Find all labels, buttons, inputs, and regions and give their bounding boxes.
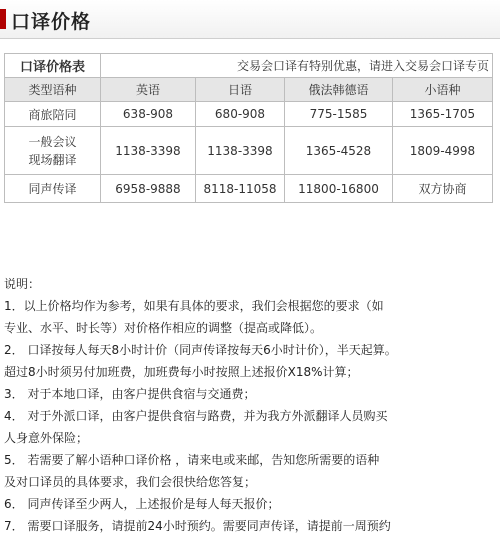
note-line: 7． 需要口译服务，请提前24小时预约。需要同声传译，请提前一周预约 — [4, 519, 391, 533]
note-line: 专业、水平、时长等）对价格作相应的调整（提高或降低）。 — [4, 321, 323, 335]
row-type: 同声传译 — [5, 175, 101, 203]
section-title: 口译价格 — [11, 11, 92, 33]
price-cell: 638-908 — [101, 102, 196, 127]
note-line: 5． 若需要了解小语种口译价格 ，请来电或来邮，告知您所需要的语种 — [4, 453, 380, 467]
price-cell: 775-1585 — [285, 102, 393, 127]
column-header: 小语种 — [393, 78, 493, 102]
section-header — [0, 0, 500, 39]
note-line: 3． 对于本地口译，由客户提供食宿与交通费； — [4, 387, 256, 401]
price-cell: 1809-4998 — [393, 127, 493, 175]
column-header: 类型语种 — [5, 78, 101, 102]
note-line: 6． 同声传译至少两人，上述报价是每人每天报价； — [4, 497, 280, 511]
note-line: 2． 口译按每人每天8小时计价（同声传译按每天6小时计价），半天起算。 — [4, 343, 397, 357]
notes-heading: 说明： — [4, 277, 41, 291]
price-cell: 1138-3398 — [196, 127, 285, 175]
price-cell: 680-908 — [196, 102, 285, 127]
table-name: 口译价格表 — [5, 54, 101, 78]
table-row — [5, 175, 493, 203]
note-line: 1．以上价格均作为参考，如果有具体的要求，我们会根据您的要求（如 — [4, 299, 384, 313]
row-type-line: 一般会议 — [28, 134, 77, 149]
price-table — [4, 53, 493, 203]
price-cell: 1365-4528 — [285, 127, 393, 175]
note-line: 人身意外保险； — [4, 431, 89, 445]
table-row — [5, 127, 493, 175]
promo-link[interactable]: 交易会口译有特别优惠，请进入交易会口译专页 — [101, 54, 493, 78]
note-line: 及对口译员的具体要求，我们会很快给您答复； — [4, 475, 257, 489]
price-cell: 6958-9888 — [101, 175, 196, 203]
header-accent-bar — [0, 9, 6, 29]
row-type-line: 现场翻译 — [28, 152, 77, 167]
price-cell: 8118-11058 — [196, 175, 285, 203]
price-cell: 双方协商 — [393, 175, 493, 203]
price-cell: 1365-1705 — [393, 102, 493, 127]
row-type — [5, 127, 101, 175]
row-type: 商旅陪同 — [5, 102, 101, 127]
notes-section — [4, 273, 496, 537]
table-row — [5, 102, 493, 127]
table-header-row — [5, 78, 493, 102]
price-cell: 11800-16800 — [285, 175, 393, 203]
column-header: 日语 — [196, 78, 285, 102]
column-header: 俄法韩德语 — [285, 78, 393, 102]
note-line: 4． 对于外派口译，由客户提供食宿与路费，并为我方外派翻译人员购买 — [4, 409, 388, 423]
column-header: 英语 — [101, 78, 196, 102]
note-line: 超过8小时须另付加班费，加班费每小时按照上述报价X18%计算； — [4, 365, 359, 379]
price-cell: 1138-3398 — [101, 127, 196, 175]
